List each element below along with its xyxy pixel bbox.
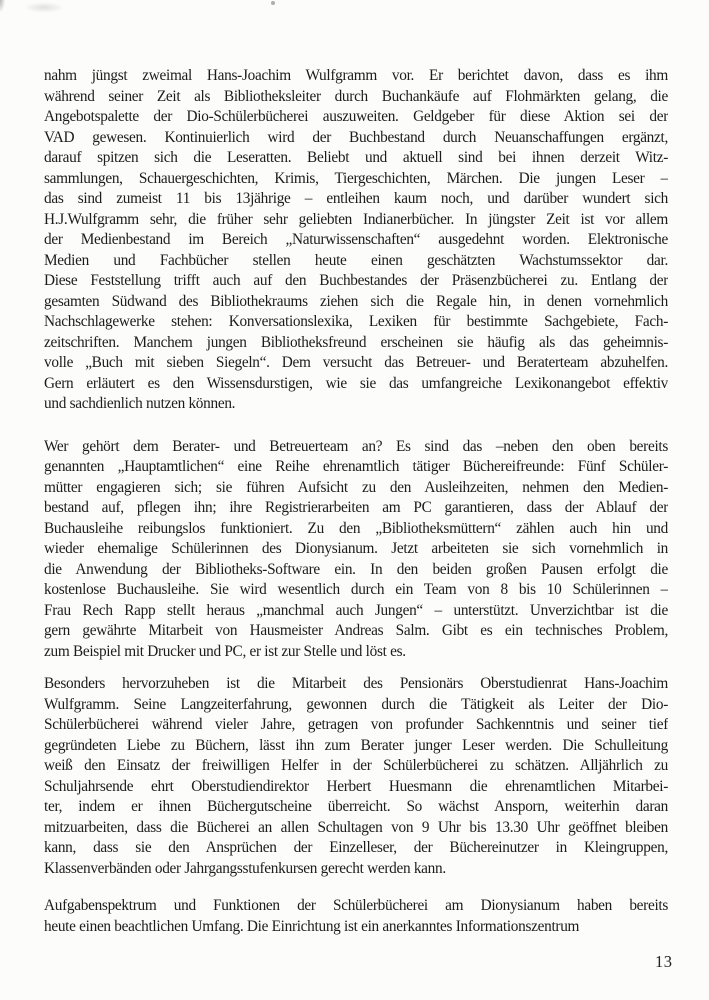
scan-smudge-artifact <box>24 2 64 13</box>
text-line: Klassenverbänden oder Jahrgangsstufenkursen gerecht werden kann. <box>44 859 446 877</box>
scan-smudge-artifact <box>0 0 5 12</box>
text-line: und sachdienlich nutzen können. <box>44 395 236 412</box>
text-line: weiß den Einsatz der freiwilligen Helfer in der Schülerbücherei zu schätzen. Alljährlich zu <box>44 757 668 774</box>
text-line: gern gewährte Mitarbeit von Hausmeister Andreas Salm. Gibt es ein technisches Problem, <box>44 622 668 639</box>
text-line: mütter engagieren sich; sie führen Aufsicht zu den Ausleihzeiten, nehmen den Medien- <box>44 478 668 496</box>
text-line: gegründeten Liebe zu Büchern, lässt ihn zum Berater junger Leser werden. Die Schulleitung <box>44 736 668 754</box>
text-line: der Medienbestand im Bereich „Naturwissenschaften“ ausgedehnt worden. Elektronische <box>44 231 668 248</box>
text-line: volle „Buch mit sieben Siegeln“. Dem versucht das Betreuer- und Beraterteam abzuhelfen. <box>44 354 668 371</box>
text-line: Wulfgramm. Seine Langzeiterfahrung, gewonnen durch die Tätigkeit als Leiter der Dio- <box>44 695 668 713</box>
text-line: sammlungen, Schauergeschichten, Krimis, Tiergeschichten, Märchen. Die jungen Leser – <box>44 169 668 187</box>
page-number: 13 <box>655 952 673 971</box>
text-line: mitzuarbeiten, dass die Bücherei an allen Schultagen von 9 Uhr bis 13.30 Uhr geöffnet bleiben <box>44 818 668 836</box>
text-line: ter, indem er ihnen Büchergutscheine überreicht. So wächst Ansporn, weiterhin daran <box>44 798 668 815</box>
text-line: zum Beispiel mit Drucker und PC, er ist zur Stelle und löst es. <box>44 642 406 660</box>
text-line: gesamten Südwand des Bibliothekraums ziehen sich die Regale hin, in denen vornehmlich <box>44 292 668 310</box>
text-line: kostenlose Buchausleihe. Sie wird wesentlich durch ein Team von 8 bis 10 Schülerinnen – <box>44 581 668 598</box>
text-line: Besonders hervorzuheben ist die Mitarbeit des Pensionärs Oberstudienrat Hans-Joachim <box>44 675 668 692</box>
text-line: während seiner Zeit als Bibliotheksleiter durch Buchankäufe auf Flohmärkten gelang, die <box>44 87 668 105</box>
page-text <box>44 66 668 937</box>
paragraph <box>44 66 668 415</box>
text-line: Medien und Fachbücher stellen heute einen geschätzten Wachstumssektor dar. <box>44 251 668 269</box>
text-line: Nachschlagewerke stehen: Konversationslexika, Lexiken für bestimmte Sachgebiete, Fach- <box>44 313 668 330</box>
text-line: Aufgabenspektrum und Funktionen der Schülerbücherei am Dionysianum haben bereits <box>44 897 668 914</box>
text-line: zeitschriften. Manchem jungen Bibliotheksfreund erscheinen sie häufig als das geheimnis- <box>44 333 668 351</box>
text-line: kann, dass sie den Ansprüchen der Einzelleser, der Büchereinutzer in Kleingruppen, <box>44 839 668 856</box>
text-line: wieder ehemalige Schülerinnen des Dionysianum. Jetzt arbeiteten sie sich vornehmlich in <box>44 540 668 557</box>
text-line: H.J.Wulfgramm sehr, die früher sehr geliebten Indianerbücher. In jüngster Zeit ist vor allem <box>44 210 668 228</box>
text-line: Diese Feststellung trifft auch auf den Buchbestandes der Präsenzbücherei zu. Entlang der <box>44 272 668 289</box>
text-line: genannten „Hauptamtlichen“ eine Reihe ehrenamtlich tätiger Büchereifreunde: Fünf Schüler- <box>44 458 668 475</box>
text-line: VAD gewesen. Kontinuierlich wird der Buchbestand durch Neuanschaffungen ergänzt, <box>44 128 668 146</box>
text-line: bestand auf, pflegen ihn; ihre Registrierarbeiten am PC garantieren, dass der Ablauf der <box>44 499 668 516</box>
paragraph <box>44 674 668 879</box>
paragraph <box>44 896 668 937</box>
paragraph <box>44 437 668 663</box>
text-line: heute einen beachtlichen Umfang. Die Einrichtung ist ein anerkanntes Informationszentrum <box>44 917 580 935</box>
text-line: Angebotspalette der Dio-Schülerbücherei auszuweiten. Geldgeber für diese Aktion sei der <box>44 108 668 125</box>
text-line: Wer gehört dem Berater- und Betreuerteam an? Es sind das –neben den oben bereits <box>44 437 668 455</box>
text-line: Gern erläutert es den Wissensdurstigen, wie sie das umfangreiche Lexikonangebot effektiv <box>44 374 668 392</box>
text-line: Schuljahrsende ehrt Oberstudiendirektor Herbert Huesmann die ehrenamtlichen Mitarbei- <box>44 777 668 795</box>
scan-dot-artifact <box>271 1 275 5</box>
text-line: Frau Rech Rapp stellt heraus „manchmal auch Jungen“ – unterstützt. Unverzichtbar ist die <box>44 601 668 619</box>
text-line: darauf spitzen sich die Leseratten. Beliebt und aktuell sind bei ihnen derzeit Witz- <box>44 149 668 166</box>
text-line: das sind zumeist 11 bis 13jährige – entleihen kaum noch, und darüber wundert sich <box>44 190 668 207</box>
text-line: die Anwendung der Bibliotheks-Software ein. In den beiden großen Pausen erfolgt die <box>44 560 668 578</box>
text-line: Schülerbücherei während vieler Jahre, getragen von profunder Sachkenntnis und seiner tief <box>44 716 668 733</box>
text-line: Buchausleihe reibungslos funktioniert. Zu den „Bibliotheksmüttern“ zählen auch hin und <box>44 519 668 537</box>
text-line: nahm jüngst zweimal Hans-Joachim Wulfgramm vor. Er berichtet davon, dass es ihm <box>44 67 668 84</box>
